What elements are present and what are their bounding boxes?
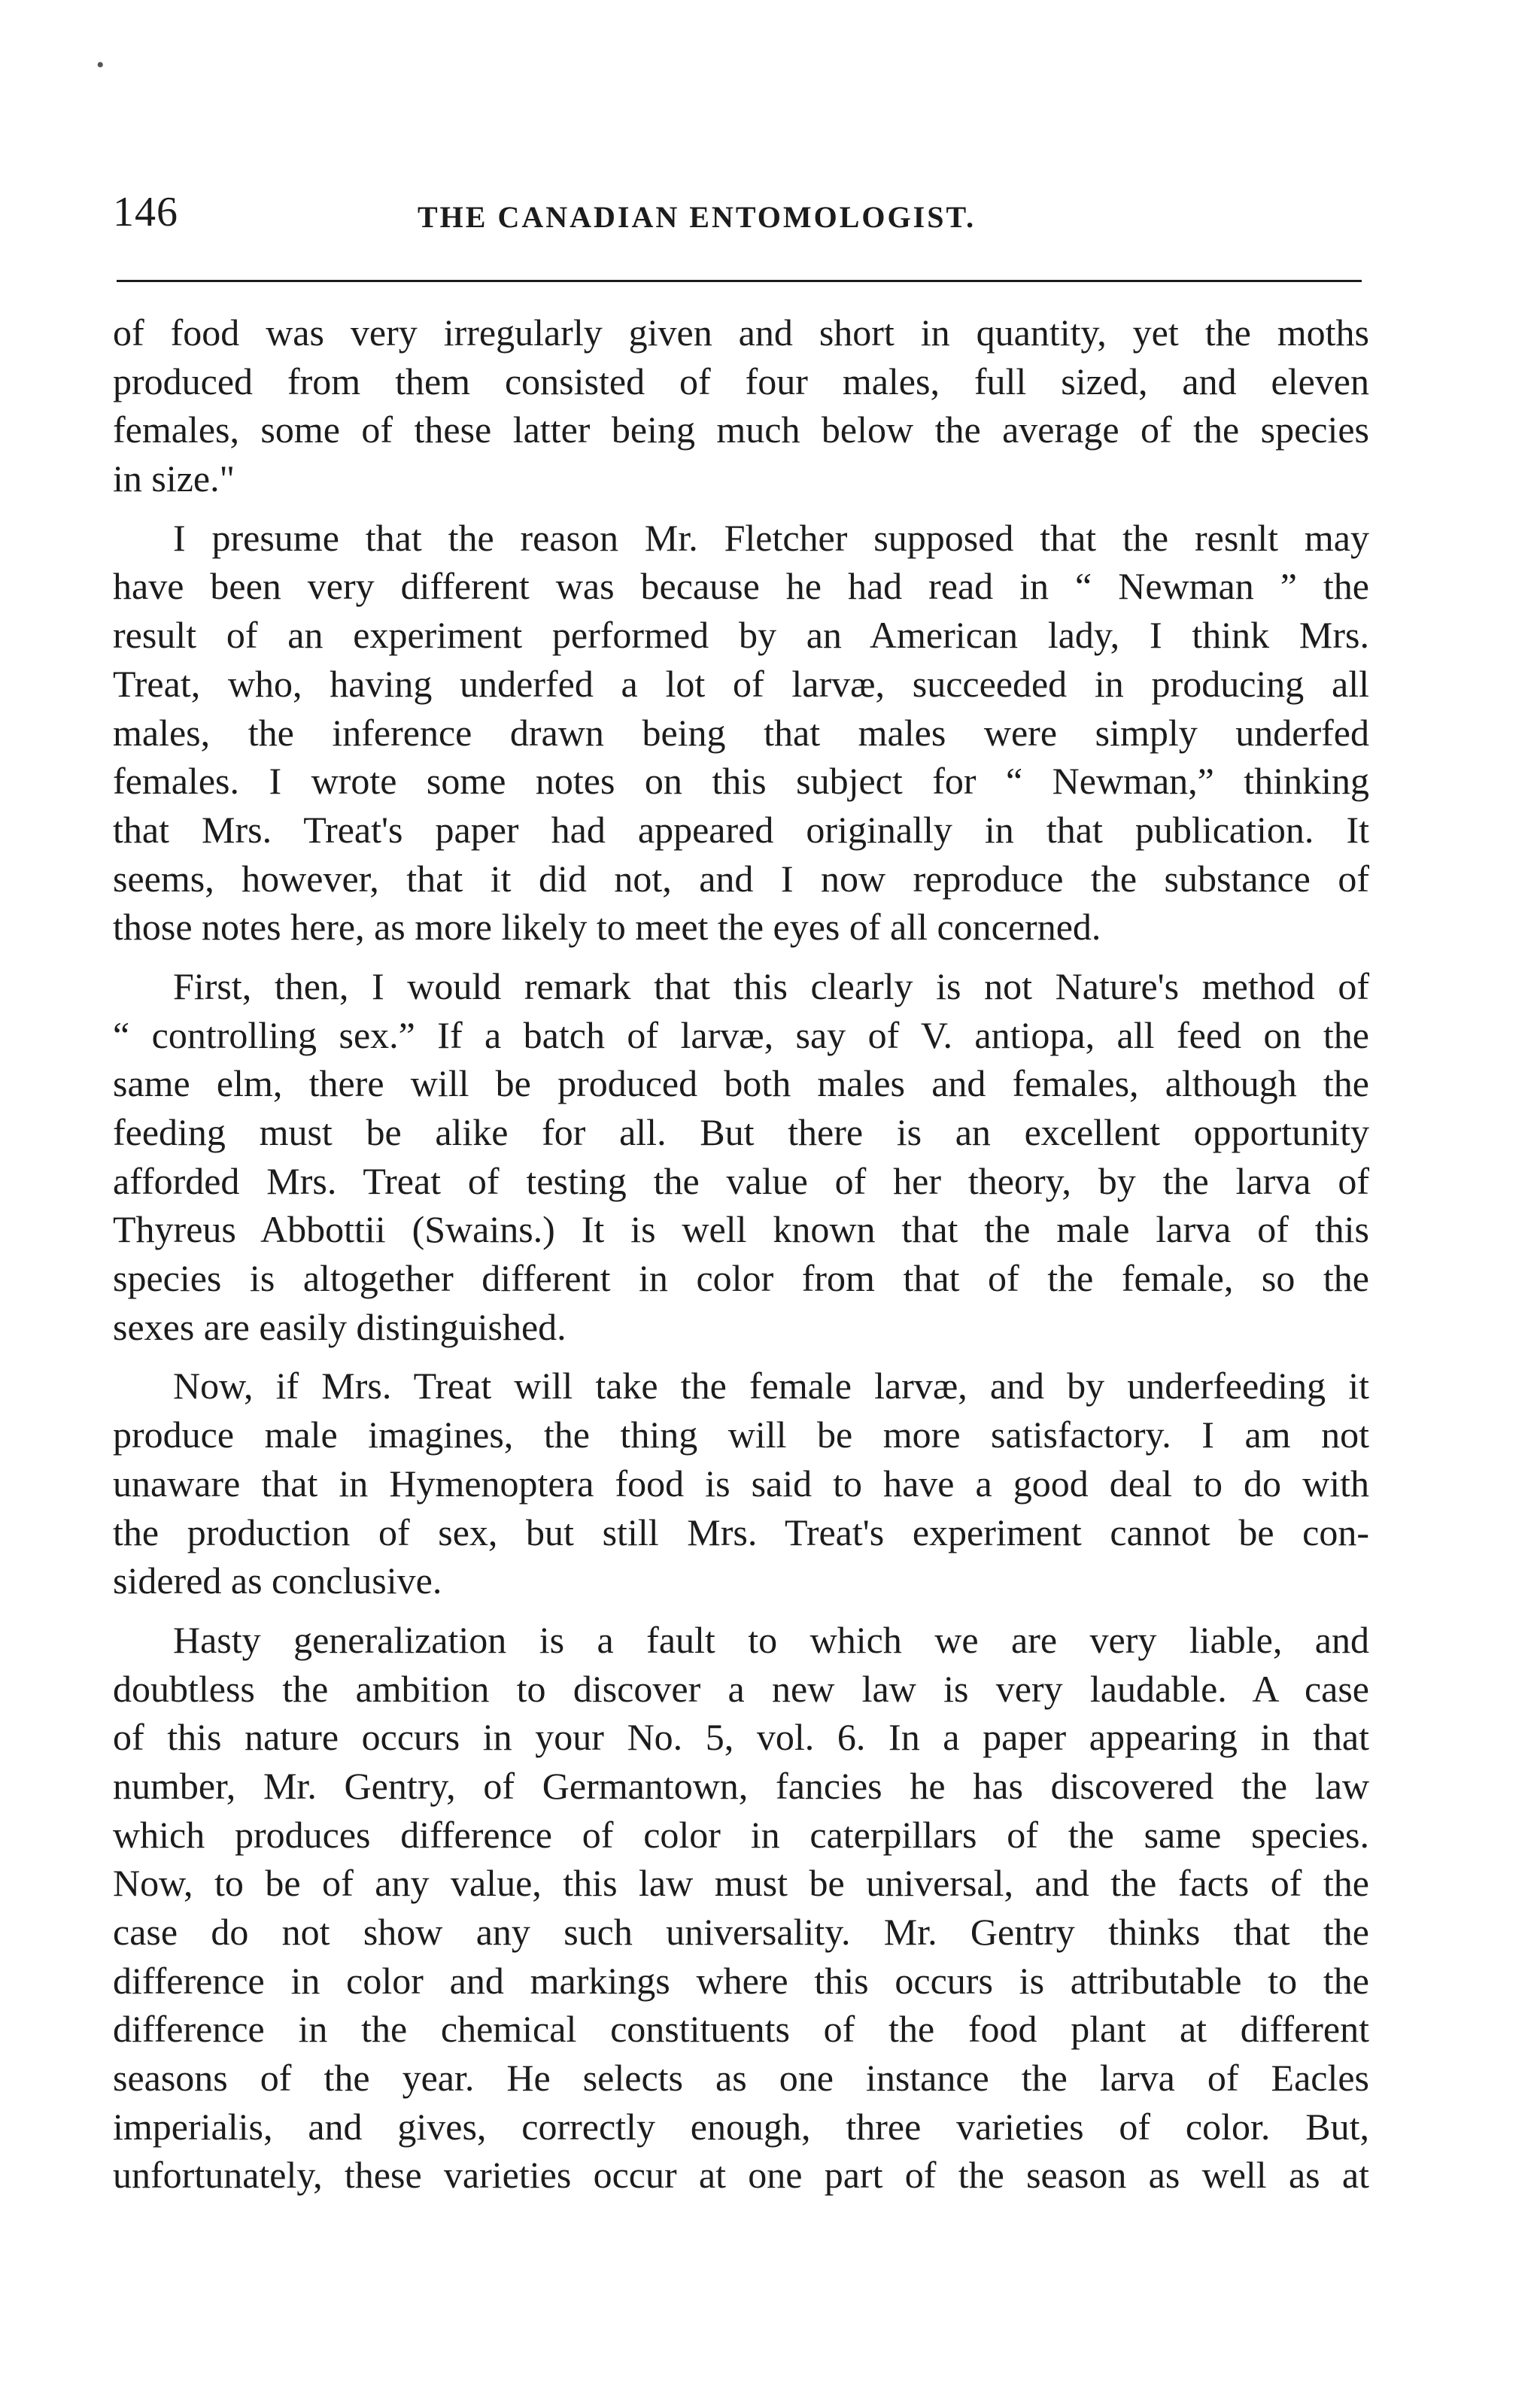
text-line: result of an experiment performed by an American lady, I think Mrs. [113,614,1369,657]
scan-speck: • [96,53,105,77]
text-line: the production of sex, but still Mrs. Treat's experiment cannot be con- [113,1511,1369,1553]
paragraph-gap [113,1351,1369,1362]
text-line: imperialis, and gives, correctly enough, three varieties of color. But, [113,2105,1369,2148]
text-line: sexes are easily distinguished. [113,1305,566,1348]
text-line: of food was very irregularly given and short in quantity, yet the moths [113,311,1369,354]
text-line: have been very different was because he had read in “ Newman ” the [113,565,1369,608]
text-line: females. I wrote some notes on this subject for “ Newman,” thinking [113,760,1369,803]
text-line: produced from them consisted of four males, full sized, and eleven [113,360,1369,402]
text-line: produce male imagines, the thing will be more satisfactory. I am not [113,1414,1369,1456]
paragraph [113,1616,1369,2200]
text-line: difference in the chemical constituents of the food plant at different [113,2008,1369,2051]
text-line: feeding must be alike for all. But there is an excellent opportunity [113,1111,1369,1153]
header-rule [117,280,1362,282]
page-header [113,188,1362,248]
text-line: unaware that in Hymenoptera food is said to have a good deal to do with [113,1462,1369,1505]
text-line: which produces difference of color in caterpillars of the same species. [113,1813,1369,1856]
text-line: Thyreus Abbottii (Swains.) It is well known that the male larva of this [113,1208,1369,1251]
text-line: species is altogether different in color from that of the female, so the [113,1257,1369,1300]
text-line: females, some of these latter being much below the average of the species [113,408,1369,451]
page-number: 146 [113,189,178,235]
text-line: difference in color and markings where this occurs is attributable to the [113,1959,1369,2002]
text-line: unfortunately, these varieties occur at one part of the season as well as at [113,2154,1369,2197]
paragraph-gap [113,1605,1369,1616]
text-line: same elm, there will be produced both males and females, although the [113,1062,1369,1105]
text-line: that Mrs. Treat's paper had appeared originally in that publication. It [113,808,1369,851]
paragraph [113,1362,1369,1605]
text-line: doubtless the ambition to discover a new law is very laudable. A case [113,1667,1369,1710]
text-line: afforded Mrs. Treat of testing the value of her theory, by the larva of [113,1159,1369,1202]
text-line: of this nature occurs in your No. 5, vol. 6. In a paper appearing in that [113,1716,1369,1759]
text-line: Treat, who, having underfed a lot of larvæ, succeeded in producing all [113,662,1369,705]
paragraph [113,962,1369,1352]
text-line: “ controlling sex.” If a batch of larvæ, say of V. antiopa, all feed on the [113,1013,1369,1056]
text-line: I presume that the reason Mr. Fletcher supposed that the resnlt may [173,516,1369,559]
text-line: those notes here, as more likely to meet the eyes of all concerned. [113,906,1101,949]
paragraph [113,308,1369,503]
text-line: Now, to be of any value, this law must be universal, and the facts of the [113,1862,1369,1905]
body-text [113,308,1369,2200]
text-line: seasons of the year. He selects as one instance the larva of Eacles [113,2057,1369,2100]
text-line: Now, if Mrs. Treat will take the female larvæ, and by underfeeding it [173,1365,1369,1407]
text-line: number, Mr. Gentry, of Germantown, fancies he has discovered the law [113,1764,1369,1807]
running-title: THE CANADIAN ENTOMOLOGIST. [418,200,977,234]
text-line: sidered as conclusive. [113,1559,442,1602]
paragraph-gap [113,503,1369,514]
text-line: Hasty generalization is a fault to which we are very liable, and [173,1618,1369,1661]
text-line: males, the inference drawn being that males were simply underfed [113,711,1369,754]
text-line: First, then, I would remark that this clearly is not Nature's method of [173,964,1369,1007]
paragraph [113,514,1369,952]
paragraph-gap [113,952,1369,962]
text-line: in size." [113,457,235,500]
text-line: case do not show any such universality. Mr. Gentry thinks that the [113,1911,1369,1953]
text-line: seems, however, that it did not, and I now reproduce the substance of [113,857,1369,900]
